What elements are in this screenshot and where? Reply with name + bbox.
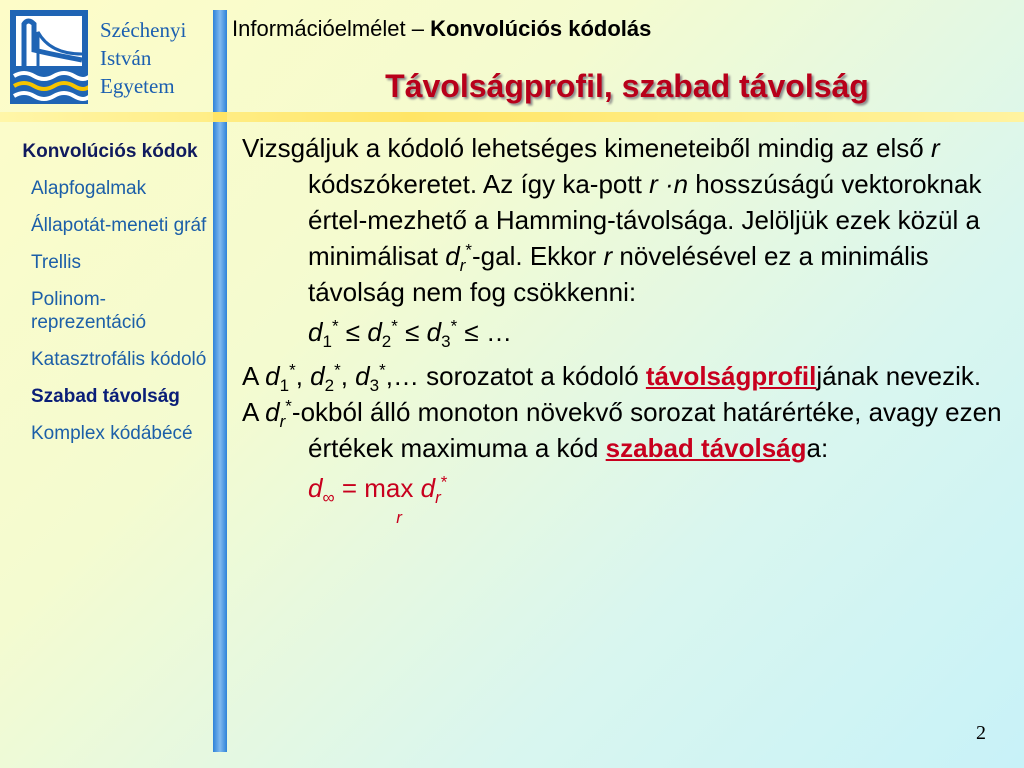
- math-sub: 3: [369, 376, 380, 396]
- math-ellipsis: …: [485, 317, 512, 347]
- math-max-label: max: [364, 473, 414, 503]
- math-sub: 2: [381, 332, 392, 352]
- math-star: *: [391, 316, 398, 336]
- math-r-times-n: r ·n: [649, 169, 689, 199]
- math-star: *: [334, 360, 341, 380]
- university-logo-icon: [10, 10, 88, 104]
- sidebar-item-komplex-kodabece[interactable]: Komplex kódábécé: [31, 423, 193, 444]
- slide-title: Távolságprofil, szabad távolság: [385, 68, 869, 104]
- math-sub: 1: [322, 332, 332, 352]
- term-free-distance: szabad távolság: [605, 433, 807, 463]
- text-run: A: [242, 361, 266, 391]
- text-run: -okból álló monoton növekvő sorozat határértéke, avagy ezen értékek maximuma a kód: [291, 397, 1002, 463]
- sidebar-item-polinom-reprezentacio[interactable]: Polinom-reprezentáció: [31, 289, 147, 333]
- page-number: 2: [976, 722, 986, 744]
- university-name-line2: István: [100, 46, 152, 70]
- term-distance-profile: távolságprofil: [645, 361, 817, 391]
- math-star: *: [289, 360, 296, 380]
- text-run: növelésével ez a minimális távolság nem fog csökkenni:: [308, 241, 929, 307]
- text-run: ,… sorozatot a kódoló: [385, 361, 646, 391]
- math-d: d: [310, 361, 325, 391]
- math-d: d: [420, 473, 436, 503]
- sidebar-nav: [10, 140, 210, 459]
- math-max-sub-r: r: [396, 508, 402, 527]
- text-run: ,: [340, 361, 356, 391]
- university-name-line3: Egyetem: [100, 74, 175, 98]
- free-distance-formula: [242, 470, 1012, 527]
- text-run: a:: [806, 433, 829, 463]
- text-run: -gal. Ekkor: [472, 241, 604, 271]
- math-sub-r: r: [279, 412, 286, 432]
- text-run: A: [242, 397, 266, 427]
- sidebar-item-trellis[interactable]: Trellis: [31, 252, 81, 273]
- university-name: [100, 16, 186, 100]
- math-leq: ≤: [464, 317, 479, 347]
- math-star: *: [450, 316, 458, 336]
- math-star: *: [285, 396, 292, 416]
- math-d: d: [265, 361, 280, 391]
- breadcrumb: [232, 16, 651, 42]
- math-sub-r: r: [435, 488, 441, 508]
- math-star: *: [465, 240, 473, 260]
- paragraph-definition: [242, 130, 1012, 310]
- math-d: d: [367, 317, 382, 347]
- university-name-line1: Széchenyi: [100, 18, 187, 42]
- breadcrumb-course: Információelmélet –: [232, 16, 424, 41]
- math-leq: ≤: [405, 317, 420, 347]
- sidebar-item-katasztrofalis-kodolo[interactable]: Katasztrofális kódoló: [31, 349, 207, 370]
- math-sub: 3: [441, 332, 451, 352]
- math-max: [364, 470, 414, 527]
- text-run: ,: [295, 361, 311, 391]
- math-r: r: [603, 241, 613, 271]
- math-r: r: [930, 133, 940, 163]
- text-run: hosszúságú vektoroknak értel-mezhető a Hamming-távolsága. Jelöljük ezek közül a minimálisat: [308, 169, 982, 271]
- sidebar-section-title[interactable]: Konvolúciós kódok: [22, 141, 198, 162]
- math-d: d: [308, 473, 323, 503]
- math-star: *: [440, 472, 448, 492]
- paragraph-distance-profile: [242, 358, 1012, 394]
- slide-body: [242, 130, 1012, 527]
- math-sub-r: r: [459, 256, 466, 276]
- university-logo: [10, 10, 210, 106]
- math-sub: 1: [279, 376, 290, 396]
- sidebar-item-szabad-tavolsag[interactable]: Szabad távolság: [31, 386, 180, 407]
- math-infinity: ∞: [322, 488, 335, 508]
- math-star: *: [379, 360, 386, 380]
- text-run: jának nevezik.: [816, 361, 982, 391]
- sidebar-item-alapfogalmak[interactable]: Alapfogalmak: [31, 178, 147, 199]
- breadcrumb-topic: Konvolúciós kódolás: [430, 16, 652, 41]
- math-leq: ≤: [345, 317, 361, 347]
- paragraph-free-distance: [242, 394, 1012, 466]
- header-divider: [0, 112, 1024, 122]
- math-equals: =: [341, 473, 358, 503]
- text-run: kódszókeretet. Az így ka-pott: [308, 169, 650, 199]
- inequality-formula: [242, 314, 1012, 350]
- divider-junction: [213, 112, 227, 122]
- math-sub: 2: [324, 376, 335, 396]
- math-star: *: [331, 316, 339, 336]
- math-d: d: [445, 241, 460, 271]
- math-d: d: [355, 361, 370, 391]
- math-d: d: [308, 317, 323, 347]
- math-d: d: [265, 397, 280, 427]
- text-run: Vizsgáljuk a kódoló lehetséges kimeneteiből mindig az első: [242, 133, 931, 163]
- sidebar-item-allapotatmeneti-graf[interactable]: Állapotát-meneti gráf: [31, 215, 207, 236]
- math-d: d: [426, 317, 442, 347]
